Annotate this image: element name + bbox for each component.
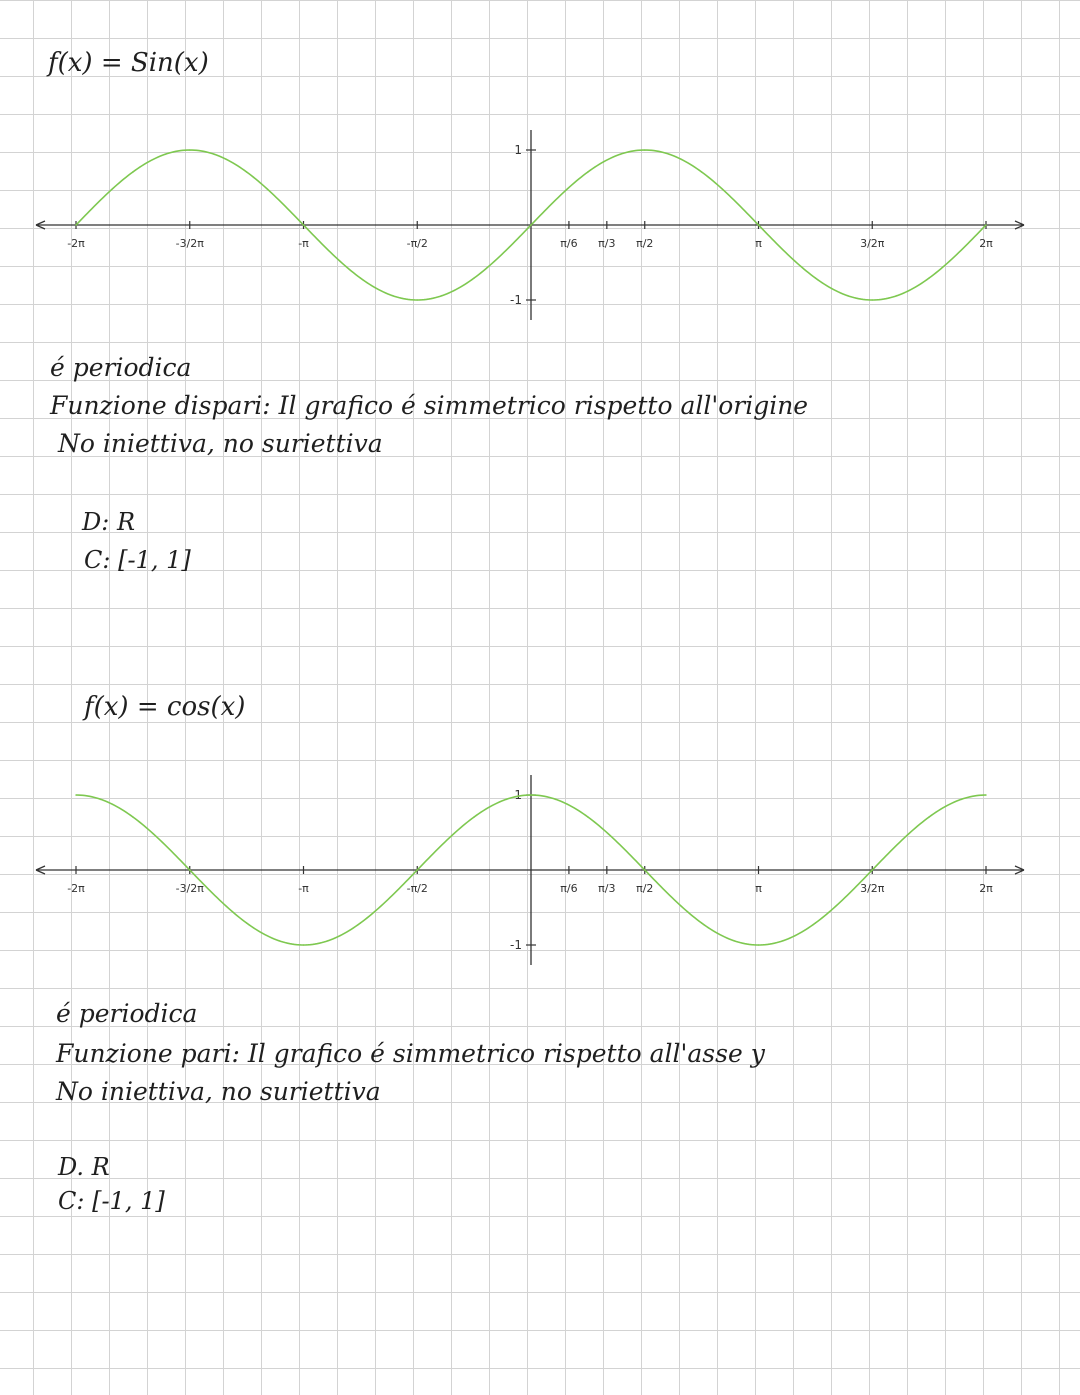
cosine-title: f(x) = cos(x) bbox=[84, 692, 246, 722]
x-tick-label: -π/2 bbox=[406, 237, 428, 250]
x-tick-label: π/2 bbox=[636, 882, 654, 895]
cosine-codomain: C: [-1, 1] bbox=[58, 1187, 165, 1215]
x-tick-label: -3/2π bbox=[175, 882, 204, 895]
data-point bbox=[587, 171, 589, 173]
sine-note-periodic: é periodica bbox=[50, 353, 192, 382]
y-tick-label: -1 bbox=[510, 293, 522, 307]
x-tick-label: π/3 bbox=[598, 882, 616, 895]
x-tick-label: -π bbox=[298, 882, 309, 895]
data-point bbox=[815, 922, 817, 924]
data-point bbox=[473, 277, 475, 279]
x-tick-label: -2π bbox=[67, 882, 85, 895]
data-point bbox=[985, 224, 987, 226]
cosine-note-injectivity: No iniettiva, no suriettiva bbox=[56, 1077, 381, 1106]
cosine-note-periodic: é periodica bbox=[56, 999, 198, 1028]
x-tick-label: -2π bbox=[67, 237, 85, 250]
data-point bbox=[644, 869, 646, 871]
data-point bbox=[473, 816, 475, 818]
data-point bbox=[246, 171, 248, 173]
sine-domain: D: R bbox=[82, 508, 136, 536]
x-tick-label: π bbox=[755, 237, 762, 250]
data-point bbox=[587, 816, 589, 818]
x-tick-label: π bbox=[755, 882, 762, 895]
data-point bbox=[360, 922, 362, 924]
data-point bbox=[871, 299, 873, 301]
x-tick-label: 2π bbox=[979, 237, 993, 250]
data-point bbox=[985, 794, 987, 796]
data-point bbox=[189, 869, 191, 871]
data-point bbox=[758, 224, 760, 226]
sine-codomain: C: [-1, 1] bbox=[84, 546, 191, 574]
data-point bbox=[644, 149, 646, 151]
data-point bbox=[75, 794, 77, 796]
cosine-note-parity: Funzione pari: Il grafico é simmetrico rispetto all'asse y bbox=[56, 1039, 765, 1068]
data-point bbox=[871, 869, 873, 871]
data-point bbox=[758, 944, 760, 946]
data-point bbox=[416, 869, 418, 871]
x-tick-label: π/6 bbox=[560, 237, 578, 250]
data-point bbox=[530, 794, 532, 796]
sine-note-injectivity: No iniettiva, no suriettiva bbox=[58, 429, 383, 458]
cosine-domain: D. R bbox=[58, 1153, 110, 1181]
x-tick-label: π/3 bbox=[598, 237, 616, 250]
x-tick-label: π/6 bbox=[560, 882, 578, 895]
data-point bbox=[132, 171, 134, 173]
data-point bbox=[530, 224, 532, 226]
data-point bbox=[701, 171, 703, 173]
sine-title: f(x) = Sin(x) bbox=[48, 48, 209, 78]
data-point bbox=[246, 922, 248, 924]
x-tick-label: -3/2π bbox=[175, 237, 204, 250]
x-tick-label: -π/2 bbox=[406, 882, 428, 895]
data-point bbox=[132, 816, 134, 818]
y-tick-label: 1 bbox=[514, 143, 522, 157]
x-tick-label: 3/2π bbox=[860, 882, 885, 895]
sine-chart bbox=[0, 120, 1080, 340]
x-tick-label: 3/2π bbox=[860, 237, 885, 250]
data-point bbox=[189, 149, 191, 151]
x-tick-label: -π bbox=[298, 237, 309, 250]
data-point bbox=[416, 299, 418, 301]
x-tick-label: π/2 bbox=[636, 237, 654, 250]
data-point bbox=[75, 224, 77, 226]
data-point bbox=[928, 816, 930, 818]
cosine-chart bbox=[0, 765, 1080, 985]
sine-note-parity: Funzione dispari: Il grafico é simmetrico rispetto all'origine bbox=[50, 391, 809, 420]
data-point bbox=[360, 277, 362, 279]
data-point bbox=[303, 224, 305, 226]
data-point bbox=[303, 944, 305, 946]
data-point bbox=[815, 277, 817, 279]
y-tick-label: -1 bbox=[510, 938, 522, 952]
data-point bbox=[928, 277, 930, 279]
x-tick-label: 2π bbox=[979, 882, 993, 895]
y-tick-label: 1 bbox=[514, 788, 522, 802]
data-point bbox=[701, 922, 703, 924]
